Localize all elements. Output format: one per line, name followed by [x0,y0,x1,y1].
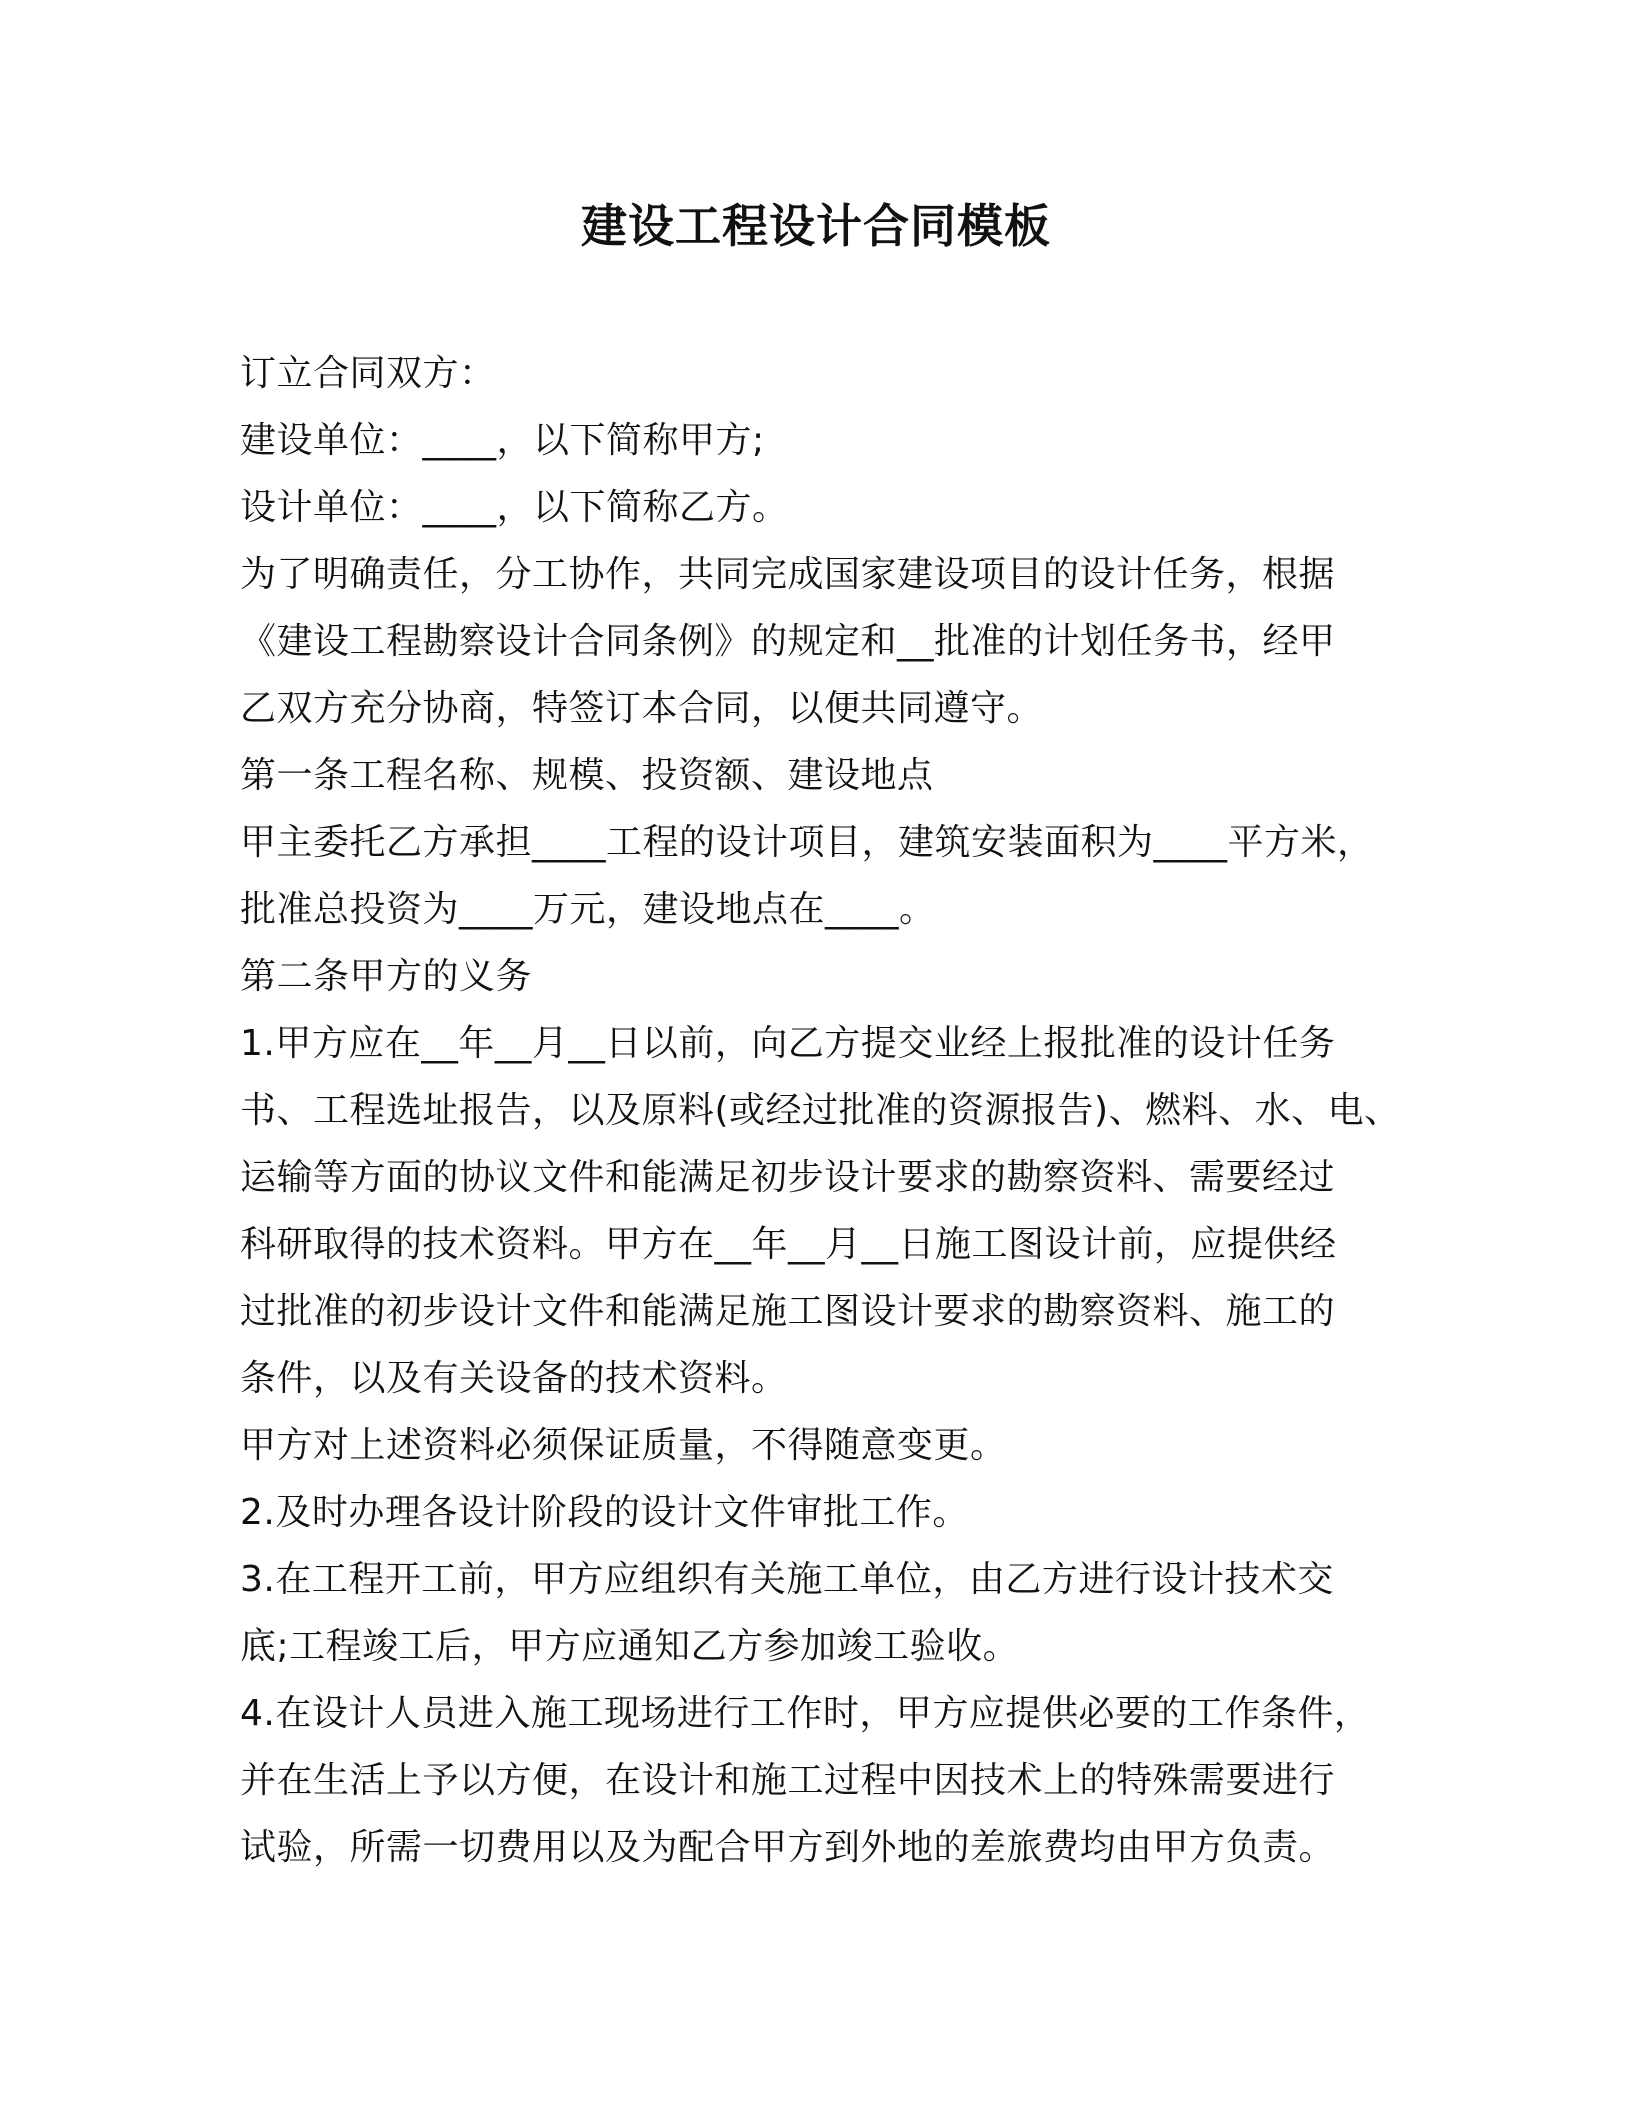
section-heading: 第二条甲方的义务 [240,956,533,997]
text-line: 过批准的初步设计文件和能满足施工图设计要求的勘察资料、施工的 [240,1291,1336,1332]
text-line: 3.在工程开工前，甲方应组织有关施工单位，由乙方进行设计技术交 [240,1559,1334,1600]
text-line: 建设单位：____，以下简称甲方; [240,420,765,461]
text-line: 订立合同双方： [240,353,496,394]
text-line: 底;工程竣工后，甲方应通知乙方参加竣工验收。 [240,1626,1020,1667]
text-line: 设计单位：____，以下简称乙方。 [240,487,789,528]
text-line: 条件，以及有关设备的技术资料。 [240,1358,788,1399]
text-line: 1.甲方应在__年__月__日以前，向乙方提交业经上报批准的设计任务 [240,1023,1336,1064]
text-line: 批准总投资为____万元，建设地点在____。 [240,889,936,930]
text-line: 运输等方面的协议文件和能满足初步设计要求的勘察资料、需要经过 [240,1157,1336,1198]
text-line: 为了明确责任，分工协作，共同完成国家建设项目的设计任务，根据 [240,554,1336,595]
text-line: 试验，所需一切费用以及为配合甲方到外地的差旅费均由甲方负责。 [240,1827,1336,1868]
document-title: 建设工程设计合同模板 [581,199,1051,253]
text-line: 甲主委托乙方承担____工程的设计项目，建筑安装面积为____平方米， [240,822,1374,863]
text-line: 乙双方充分协商，特签订本合同，以便共同遵守。 [240,688,1044,729]
text-line: 书、工程选址报告，以及原料(或经过批准的资源报告)、燃料、水、电、 [240,1090,1401,1131]
document-body [240,340,1440,1881]
text-line: 科研取得的技术资料。甲方在__年__月__日施工图设计前，应提供经 [240,1224,1337,1265]
section-heading: 第一条工程名称、规模、投资额、建设地点 [240,755,934,796]
text-line: 4.在设计人员进入施工现场进行工作时，甲方应提供必要的工作条件， [240,1693,1371,1734]
text-line: 并在生活上予以方便，在设计和施工过程中因技术上的特殊需要进行 [240,1760,1336,1801]
text-line: 甲方对上述资料必须保证质量，不得随意变更。 [240,1425,1007,1466]
text-line: 《建设工程勘察设计合同条例》的规定和__批准的计划任务书，经甲 [240,621,1336,662]
text-line: 2.及时办理各设计阶段的设计文件审批工作。 [240,1492,969,1533]
